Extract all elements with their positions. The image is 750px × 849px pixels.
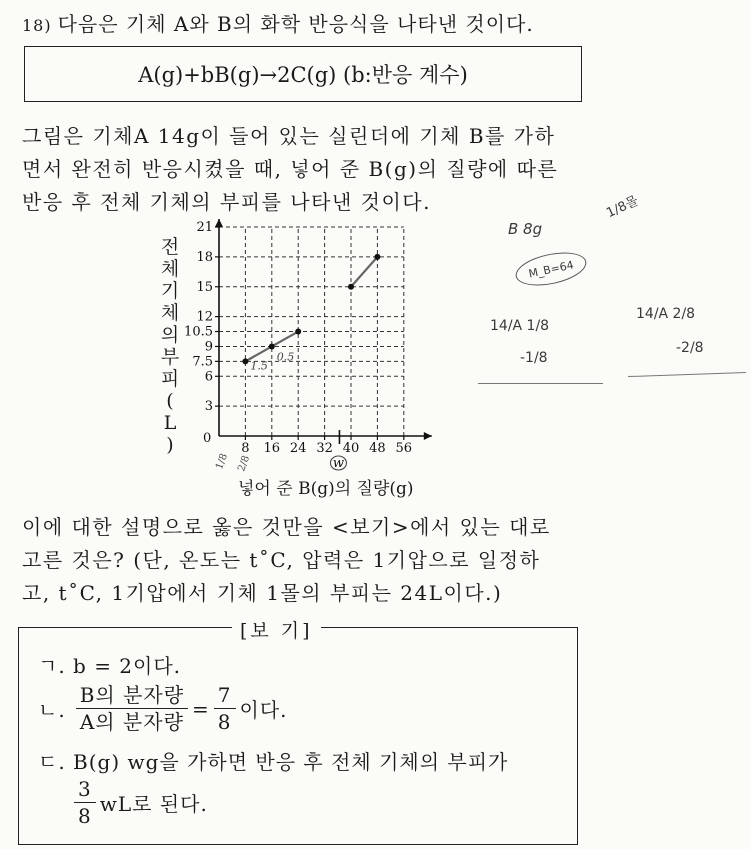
three-eighths-den: 8 xyxy=(78,804,92,828)
chart-ylabel-char: ) xyxy=(166,434,174,456)
description-line-3: 반응 후 전체 기체의 부피를 나타낸 것이다. xyxy=(22,190,431,214)
bogi-item-3-line-2 xyxy=(74,776,208,829)
data-point xyxy=(269,343,275,349)
x-tick-label: 56 xyxy=(395,441,413,456)
hw-graph-note-1: 1.5 xyxy=(250,359,268,373)
volume-chart xyxy=(184,220,460,500)
chart-ylabel-char: 의 xyxy=(160,324,180,346)
bogi-item-3-suffix: wL로 된다. xyxy=(99,792,208,816)
hw-mb xyxy=(513,247,590,291)
molar-ratio-num: B의 분자량 xyxy=(76,682,188,709)
reaction-equation: A(g)+bB(g)→2C(g) (b:반응 계수) xyxy=(138,63,468,87)
y-tick-label: 3 xyxy=(204,399,213,415)
chart-ylabel-char: ( xyxy=(166,390,174,412)
bogi-item-2 xyxy=(38,682,288,735)
y-tick-label: 12 xyxy=(196,309,213,325)
x-axis-arrow xyxy=(424,432,432,440)
hw-graph-note-2: 0.5 xyxy=(276,350,295,364)
chart-xlabel: 넣어 준 B(g)의 질량(g) xyxy=(238,479,414,499)
chart-ylabel-char: 부 xyxy=(160,346,180,368)
y-axis-arrow xyxy=(215,219,223,227)
description-line-1: 그림은 기체A 14g이 들어 있는 실린더에 기체 B를 가하 xyxy=(22,124,556,148)
three-eighths-fraction xyxy=(74,776,96,829)
y-tick-label: 7.5 xyxy=(192,354,213,370)
hw-calc-right-1: 14/A 2/8 xyxy=(636,306,696,322)
bogi-item-2-eq: = xyxy=(192,696,210,721)
question-title-text: 다음은 기체 A와 B의 화학 반응식을 나타낸 것이다. xyxy=(57,12,534,36)
three-eighths-num: 3 xyxy=(74,776,96,803)
bogi-item-2-marker: ㄴ. xyxy=(38,698,66,722)
x-tick-label: 48 xyxy=(369,441,386,456)
hw-mb-text: M_B=64 xyxy=(527,257,575,281)
chart-ylabel-char: 체 xyxy=(160,302,180,324)
data-point xyxy=(242,358,248,364)
chart-handwritten-notes xyxy=(214,350,294,473)
y-tick-label: 15 xyxy=(196,279,213,295)
series-line-segment-2 xyxy=(351,257,377,287)
prompt-line-2: 고른 것은? (단, 온도는 t˚C, 압력은 1기압으로 일정하 xyxy=(22,548,541,572)
bogi-item-1: ㄱ. b = 2이다. xyxy=(38,654,182,678)
y-tick-label: 6 xyxy=(204,369,213,385)
x-tick-label: 8 xyxy=(241,441,250,456)
bogi-title: [보 기] xyxy=(232,616,321,643)
prompt-line-1: 이에 대한 설명으로 옳은 것만을 <보기>에서 있는 대로 xyxy=(22,515,551,539)
data-point xyxy=(295,329,301,335)
hw-underline-left xyxy=(478,383,603,384)
data-point xyxy=(374,254,380,260)
x-tick-label: 24 xyxy=(289,441,307,456)
chart-ylabel-char: L xyxy=(163,412,177,434)
hw-calc-right-2: -2/8 xyxy=(676,340,704,356)
hw-underline-right xyxy=(628,372,746,378)
chart-ylabel-char: 피 xyxy=(160,368,180,390)
hw-calc-left-2: -1/8 xyxy=(520,350,548,366)
question-title xyxy=(22,8,534,37)
hw-x-note-2: 2/8 xyxy=(236,454,253,474)
chart-series xyxy=(242,254,380,364)
y-tick-label: 10.5 xyxy=(184,324,213,340)
x-tick-label: 32 xyxy=(316,441,333,456)
x-tick-label: 40 xyxy=(342,441,360,456)
seven-eighths-den: 8 xyxy=(217,710,232,734)
hw-x-note-1: 1/8 xyxy=(214,452,230,472)
chart-ylabel-char: 기 xyxy=(160,280,180,302)
bogi-item-3-line-1: ㄷ. B(g) wg을 가하면 반응 후 전체 기체의 부피가 xyxy=(38,750,509,774)
y-tick-label: 9 xyxy=(204,339,213,355)
y-tick-label: 18 xyxy=(196,249,213,265)
seven-eighths-fraction xyxy=(214,682,236,735)
hw-calc-left-1: 14/A 1/8 xyxy=(490,318,550,334)
hw-note-top: 1/8몰 xyxy=(604,193,641,222)
molar-ratio-fraction xyxy=(76,682,188,735)
chart-ylabel-char: 체 xyxy=(160,258,180,280)
equation-box xyxy=(24,46,582,102)
data-point xyxy=(348,284,354,290)
description-line-2: 면서 완전히 반응시켰을 때, 넣어 준 B(g)의 질량에 따른 xyxy=(22,157,559,181)
origin-label: 0 xyxy=(203,431,212,446)
hw-b-mass: B 8g xyxy=(508,220,543,238)
prompt-line-3: 고, t˚C, 1기압에서 기체 1몰의 부피는 24L이다.) xyxy=(22,581,503,605)
seven-eighths-num: 7 xyxy=(214,682,236,709)
x-tick-label: 16 xyxy=(263,441,281,456)
y-tick-label: 21 xyxy=(196,220,213,236)
bogi-item-2-suffix: 이다. xyxy=(239,698,288,722)
question-number: 18) xyxy=(22,16,52,35)
chart-ylabel xyxy=(158,236,182,456)
chart-ylabel-char: 전 xyxy=(160,236,180,258)
chart-axes xyxy=(215,219,432,440)
molar-ratio-den: A의 분자량 xyxy=(79,710,184,734)
w-marker-label: w xyxy=(332,456,345,471)
